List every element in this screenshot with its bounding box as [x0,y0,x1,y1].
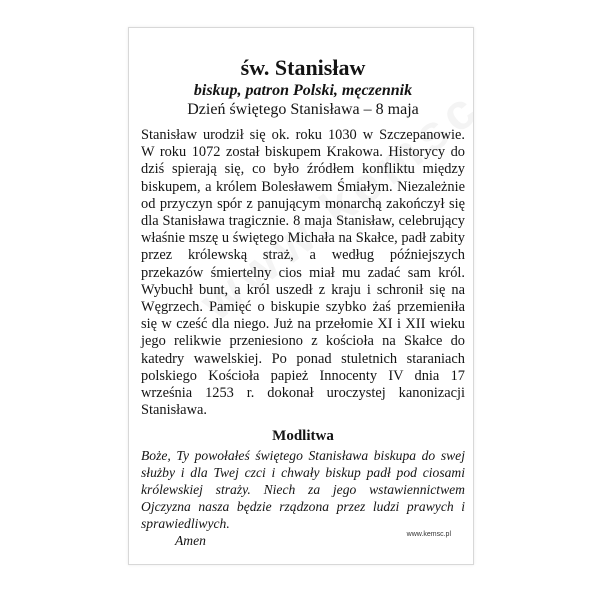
amen-text: Amen [175,533,206,549]
footer-url: www.kemsc.pl [406,531,451,538]
card-content [141,55,465,549]
biography-text: Stanisław urodził się ok. roku 1030 w Szczepanowie. W roku 1072 został biskupem Krakowa. Historycy do dziś spierają się, co było źródłem konfliktu między biskupem, a królem Bolesławem Śmiałym. Niezależnie od przyczyn spór z panującym monarchą zakończył się dla Stanisława tragicznie. 8 maja Stanisław, celebrujący właśnie mszę u świętego Michała na Skałce, padł zabity przez królewską straż, a według późniejszych przekazów śmiertelny cios miał mu zadać sam król. Wybuchł bunt, a król uszedł z kraju i schronił się na Węgrzech. Pamięć o biskupie szybko żaś przemieniła się w cześć dla niego. Już na przełomie XI i XII wieku jego relikwie przeniesiono z kościoła na Skałce do katedry wawelskiej. Po ponad stuletnich staraniach polskiego Kościoła papież Innocenty IV dnia 17 września 1253 r. dokonał uroczystej kanonizacji Stanisława. [141,127,465,419]
prayer-text: Boże, Ty powołałeś świętego Stanisława biskupa do swej służby i dla Twej czci i chwały biskup padł pod ciosami królewskiej straży. Niech za jego wstawiennictwem Ojczyzna nasza będzie rządzona przez ludzi prawych i sprawiedliwych. [141,448,465,532]
holy-card [128,27,474,565]
feast-date-line: Dzień świętego Stanisława – 8 maja [187,101,419,118]
saint-title: św. Stanisław [240,55,366,80]
prayer-heading: Modlitwa [272,428,334,445]
saint-subtitle: biskup, patron Polski, męczennik [193,82,413,99]
